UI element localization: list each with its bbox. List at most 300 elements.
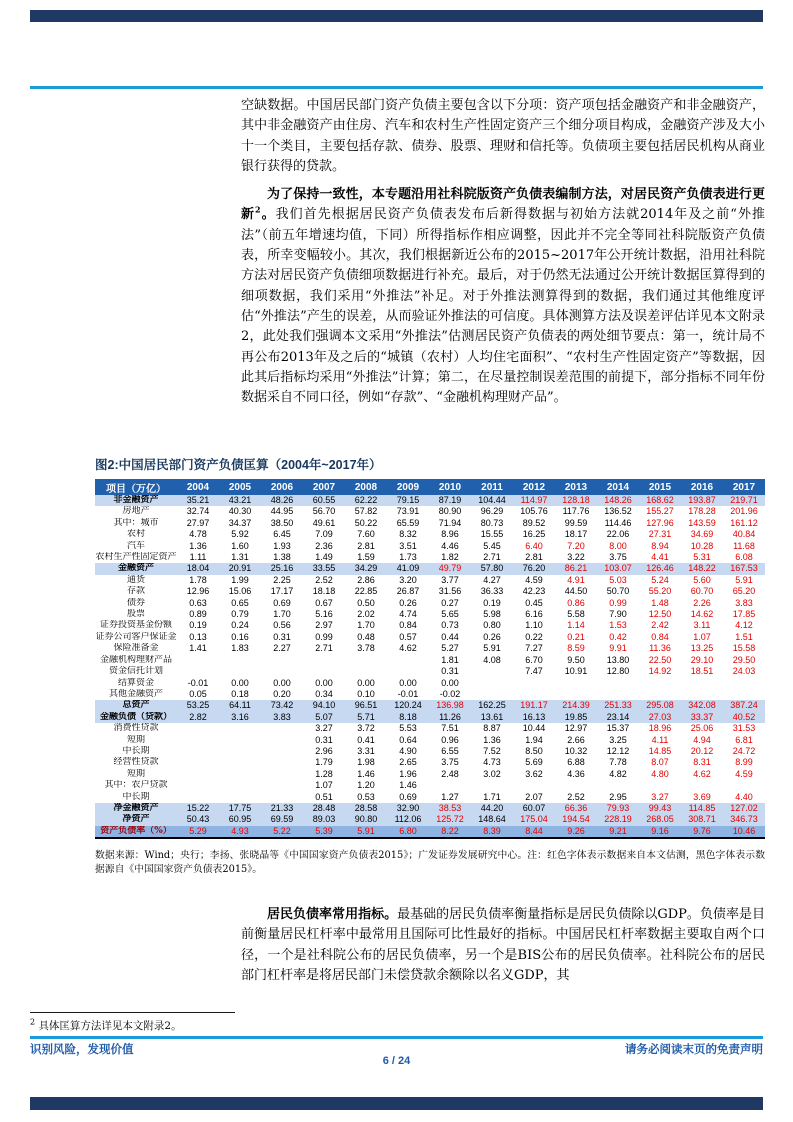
table-cell: 29.50 xyxy=(732,654,756,665)
table-cell: 1.98 xyxy=(357,757,375,768)
row-label: 存款 xyxy=(126,586,145,597)
table-cell: 0.22 xyxy=(525,631,543,642)
table-cell: 32.90 xyxy=(387,803,429,814)
table-cell: 1.70 xyxy=(273,609,291,620)
row-label: 净资产 xyxy=(95,814,177,825)
table-cell: 5.07 xyxy=(303,712,345,723)
table-cell xyxy=(513,689,555,700)
year-column-header: 2012 xyxy=(513,479,555,495)
table-cell: 0.79 xyxy=(231,609,249,620)
table-cell: 1.31 xyxy=(231,552,249,563)
table-row xyxy=(95,792,765,803)
table-cell: 99.43 xyxy=(639,803,681,814)
table-cell: 5.39 xyxy=(303,826,345,838)
table-cell: 1.78 xyxy=(189,574,207,585)
table-cell: 87.19 xyxy=(429,495,471,506)
year-column-header: 2008 xyxy=(345,479,387,495)
table-cell: 76.20 xyxy=(513,563,555,574)
table-cell: 0.80 xyxy=(483,620,501,631)
table-cell: 2.71 xyxy=(483,552,501,563)
table-cell: 8.22 xyxy=(429,826,471,838)
table-cell: 308.71 xyxy=(681,814,723,825)
table-cell: 2.95 xyxy=(609,791,627,802)
table-cell: 2.48 xyxy=(441,768,459,779)
bottom-navy-bar xyxy=(30,1097,763,1110)
table-cell: 9.16 xyxy=(639,826,681,838)
table-cell: 94.10 xyxy=(303,700,345,711)
table-cell: 44.20 xyxy=(471,803,513,814)
table-cell: 191.17 xyxy=(513,700,555,711)
table-cell: 50.43 xyxy=(177,814,219,825)
bold-lead-end: 。 xyxy=(260,207,276,223)
table-cell: 8.99 xyxy=(735,757,753,768)
table-cell: 1.53 xyxy=(609,620,627,631)
table-cell xyxy=(723,689,765,700)
row-label: 净金融资产 xyxy=(95,803,177,814)
table-cell xyxy=(387,666,429,677)
table-cell: 3.27 xyxy=(315,723,333,734)
table-cell: 0.18 xyxy=(231,688,249,699)
table-row xyxy=(95,643,765,654)
table-cell: 0.96 xyxy=(441,734,459,745)
table-row xyxy=(95,495,765,506)
table-cell: 3.22 xyxy=(567,552,585,563)
table-cell: 4.36 xyxy=(567,768,585,779)
table-row xyxy=(95,620,765,631)
table-cell: 6.40 xyxy=(525,540,543,551)
table-cell: 148.26 xyxy=(597,495,639,506)
table-row xyxy=(95,712,765,723)
table-header xyxy=(95,479,765,495)
item-column-header: 项目（万亿） xyxy=(95,479,177,495)
footnote-ref-superscript: 2 xyxy=(255,205,261,216)
table-cell: 0.19 xyxy=(189,620,207,631)
table-cell: 5.60 xyxy=(693,574,711,585)
table-cell: 0.84 xyxy=(399,620,417,631)
table-cell: 0.26 xyxy=(483,631,501,642)
table-cell: 22.50 xyxy=(648,654,672,665)
table-cell: 0.53 xyxy=(357,791,375,802)
table-row xyxy=(95,575,765,586)
table-row xyxy=(95,735,765,746)
table-cell: 79.93 xyxy=(597,803,639,814)
row-label: 金融资产 xyxy=(95,563,177,574)
table-cell xyxy=(471,666,513,677)
table-cell: 23.14 xyxy=(597,712,639,723)
row-label: 农村生产性固定资产 xyxy=(95,552,177,563)
table-cell xyxy=(261,780,303,791)
table-cell: 11.36 xyxy=(649,643,671,654)
table-cell: 40.84 xyxy=(732,529,756,540)
row-label: 汽车 xyxy=(126,540,145,551)
table-cell: 3.20 xyxy=(399,574,417,585)
paragraph-indicators xyxy=(241,905,765,986)
table-cell: 0.31 xyxy=(441,666,459,677)
table-cell xyxy=(471,678,513,689)
table-cell: 18.04 xyxy=(177,563,219,574)
table-cell: 14.92 xyxy=(648,666,672,677)
table-cell: 1.82 xyxy=(441,552,459,563)
table-cell xyxy=(219,655,261,666)
table-cell xyxy=(261,723,303,734)
figure-2 xyxy=(95,455,765,876)
table-cell: 6.81 xyxy=(735,734,753,745)
table-cell xyxy=(219,746,261,757)
table-cell: 62.22 xyxy=(345,495,387,506)
table-cell xyxy=(219,735,261,746)
table-cell xyxy=(639,689,681,700)
table-cell: 16.13 xyxy=(513,712,555,723)
table-cell: -0.02 xyxy=(439,688,461,699)
table-cell: 12.80 xyxy=(606,666,630,677)
bold-lead: 为了保持一致性，本专题沿用社科院版资产负债表编制方法，对居民资产负债表进行更新 xyxy=(241,187,765,223)
table-cell: 64.11 xyxy=(219,700,261,711)
table-cell xyxy=(177,757,219,768)
table-cell xyxy=(681,689,723,700)
paragraph-methodology xyxy=(241,185,765,408)
table-cell xyxy=(177,746,219,757)
row-label: 短期 xyxy=(126,734,145,745)
table-cell: 40.30 xyxy=(228,506,252,517)
table-cell: 10.32 xyxy=(564,745,588,756)
table-cell: 0.00 xyxy=(399,677,417,688)
table-cell: 8.44 xyxy=(513,826,555,838)
table-cell: 20.12 xyxy=(690,745,714,756)
table-cell: 0.31 xyxy=(273,631,291,642)
table-cell xyxy=(723,780,765,791)
table-cell: 49.79 xyxy=(429,563,471,574)
table-cell: 0.41 xyxy=(357,734,375,745)
year-column-header: 2011 xyxy=(471,479,513,495)
table-cell xyxy=(471,689,513,700)
table-row xyxy=(95,746,765,757)
table-cell: 5.22 xyxy=(261,826,303,838)
table-cell xyxy=(303,666,345,677)
table-cell: 6.80 xyxy=(387,826,429,838)
table-cell: 0.51 xyxy=(315,791,333,802)
table-cell: 5.03 xyxy=(609,574,627,585)
table-cell: 80.73 xyxy=(480,517,504,528)
table-cell: 15.37 xyxy=(606,723,630,734)
table-cell: 15.06 xyxy=(228,586,252,597)
table-cell: 7.27 xyxy=(525,643,543,654)
table-cell: 2.27 xyxy=(273,643,291,654)
table-cell: 57.82 xyxy=(354,506,378,517)
table-cell: 69.59 xyxy=(261,814,303,825)
table-cell: 89.52 xyxy=(522,517,546,528)
table-cell xyxy=(261,655,303,666)
table-cell: 167.53 xyxy=(723,563,765,574)
table-cell: 44.95 xyxy=(270,506,294,517)
table-cell: 12.97 xyxy=(564,723,588,734)
table-row xyxy=(95,803,765,814)
table-cell: 11.68 xyxy=(733,540,755,551)
footer-disclaimer-notice: 请务必阅读末页的免责声明 xyxy=(625,1044,763,1056)
table-cell: 5.98 xyxy=(483,609,501,620)
table-cell: 4.27 xyxy=(483,574,501,585)
table-cell: 12.12 xyxy=(606,745,630,756)
row-label: 通货 xyxy=(126,574,145,585)
table-row xyxy=(95,826,765,838)
table-cell xyxy=(219,769,261,780)
row-label: 消费性贷款 xyxy=(113,723,159,734)
table-cell: 2.52 xyxy=(567,791,585,802)
table-cell: 7.47 xyxy=(525,666,543,677)
table-cell: 5.71 xyxy=(345,712,387,723)
table-cell: 1.10 xyxy=(525,620,543,631)
table-cell: 2.86 xyxy=(357,574,375,585)
table-cell: 5.91 xyxy=(345,826,387,838)
table-cell: 5.91 xyxy=(483,643,501,654)
table-cell: 7.09 xyxy=(315,529,333,540)
table-cell: 17.75 xyxy=(219,803,261,814)
year-column-header: 2004 xyxy=(177,479,219,495)
table-cell: 0.31 xyxy=(315,734,333,745)
row-label: 其中：农户贷款 xyxy=(104,780,168,791)
table-cell: 2.42 xyxy=(651,620,669,631)
table-cell: 0.65 xyxy=(231,597,249,608)
table-cell: 6.08 xyxy=(735,552,753,563)
table-cell: 0.20 xyxy=(273,688,291,699)
year-column-header: 2006 xyxy=(261,479,303,495)
table-cell: 6.55 xyxy=(441,745,459,756)
table-cell: 251.33 xyxy=(597,700,639,711)
table-cell xyxy=(429,780,471,791)
table-cell: 28.48 xyxy=(303,803,345,814)
table-cell: 33.37 xyxy=(681,712,723,723)
table-row xyxy=(95,529,765,540)
table-cell: 117.76 xyxy=(562,506,590,517)
table-cell: 3.83 xyxy=(735,597,753,608)
table-cell: 50.70 xyxy=(606,586,630,597)
table-cell: 11.26 xyxy=(429,712,471,723)
table-cell: 194.54 xyxy=(555,814,597,825)
table-cell: 1.94 xyxy=(525,734,543,745)
table-cell: 136.52 xyxy=(604,506,632,517)
year-column-header: 2009 xyxy=(387,479,429,495)
table-cell: 31.53 xyxy=(732,723,756,734)
table-cell: 4.11 xyxy=(651,734,669,745)
table-cell: 1.36 xyxy=(189,540,207,551)
table-cell: 18.17 xyxy=(564,529,588,540)
table-cell: 0.56 xyxy=(273,620,291,631)
table-cell: 1.73 xyxy=(399,552,417,563)
table-cell: 9.26 xyxy=(555,826,597,838)
table-cell: 27.97 xyxy=(186,517,210,528)
table-cell: 24.72 xyxy=(732,745,756,756)
table-cell: 8.00 xyxy=(609,540,627,551)
table-cell: 7.51 xyxy=(441,723,459,734)
table-cell: 14.62 xyxy=(690,609,714,620)
table-row xyxy=(95,563,765,574)
table-cell: 219.71 xyxy=(723,495,765,506)
table-cell: 8.50 xyxy=(525,745,543,756)
table-cell: 0.00 xyxy=(357,677,375,688)
footer-slogan: 识别风险，发现价值 xyxy=(30,1044,134,1056)
table-cell: 112.06 xyxy=(387,814,429,825)
table-cell: 5.45 xyxy=(483,540,501,551)
table-cell xyxy=(555,689,597,700)
table-cell: 4.94 xyxy=(693,734,711,745)
table-cell xyxy=(177,655,219,666)
year-column-header: 2007 xyxy=(303,479,345,495)
row-label: 债券 xyxy=(126,597,145,608)
table-cell: 6.45 xyxy=(273,529,291,540)
table-cell: 21.33 xyxy=(261,803,303,814)
table-cell: 0.24 xyxy=(231,620,249,631)
table-cell: 8.31 xyxy=(693,757,711,768)
table-cell: 0.00 xyxy=(273,677,291,688)
table-cell: 34.37 xyxy=(228,517,252,528)
table-cell: 16.25 xyxy=(522,529,546,540)
table-cell xyxy=(513,780,555,791)
table-cell: 33.55 xyxy=(303,563,345,574)
table-cell: 34.69 xyxy=(690,529,714,540)
page-number: 6 / 24 xyxy=(382,1055,411,1067)
row-label: 证券投资基金份额 xyxy=(99,620,172,631)
table-cell: 2.52 xyxy=(315,574,333,585)
table-cell: 0.16 xyxy=(231,631,249,642)
row-label: 金融机构理财产品 xyxy=(99,654,172,665)
table-cell: 0.13 xyxy=(189,631,207,642)
table-cell: 4.08 xyxy=(483,654,501,665)
table-cell xyxy=(471,780,513,791)
table-cell: 38.53 xyxy=(429,803,471,814)
table-cell: 1.93 xyxy=(273,540,291,551)
table-cell xyxy=(681,678,723,689)
table-row xyxy=(95,780,765,791)
balance-sheet-table xyxy=(95,479,765,839)
top-navy-bar xyxy=(30,10,763,22)
table-cell: 1.07 xyxy=(315,780,333,791)
year-column-header: 2010 xyxy=(429,479,471,495)
table-cell: 15.58 xyxy=(732,643,756,654)
table-cell: 0.10 xyxy=(357,688,375,699)
table-cell xyxy=(261,746,303,757)
table-cell xyxy=(723,678,765,689)
table-cell: 1.48 xyxy=(651,597,669,608)
table-cell: 5.69 xyxy=(525,757,543,768)
table-row xyxy=(95,586,765,597)
row-label: 保险准备金 xyxy=(113,643,159,654)
row-label: 股票 xyxy=(126,609,145,620)
row-label: 非金融资产 xyxy=(95,495,177,506)
table-cell: 201.96 xyxy=(730,506,758,517)
table-cell: 295.08 xyxy=(639,700,681,711)
table-row xyxy=(95,814,765,825)
table-cell: 60.55 xyxy=(303,495,345,506)
row-label: 结算资金 xyxy=(117,677,154,688)
row-label: 其中：城市 xyxy=(113,517,159,528)
table-cell: 3.72 xyxy=(357,723,375,734)
table-cell: 2.97 xyxy=(315,620,333,631)
table-cell: 1.27 xyxy=(441,791,459,802)
table-cell: 4.80 xyxy=(651,768,669,779)
footnote-number: 2 xyxy=(30,1017,36,1027)
table-cell: 136.98 xyxy=(429,700,471,711)
table-cell xyxy=(219,780,261,791)
table-cell: 105.76 xyxy=(520,506,548,517)
table-cell: 8.32 xyxy=(399,529,417,540)
header-divider-line xyxy=(30,86,763,89)
row-label: 资产负债率（%） xyxy=(95,826,177,838)
row-label: 其他金融资产 xyxy=(108,688,163,699)
table-cell: 44.50 xyxy=(564,586,588,597)
table-cell: 0.64 xyxy=(399,734,417,745)
table-cell: 3.78 xyxy=(357,643,375,654)
table-cell: 10.91 xyxy=(564,666,588,677)
table-cell: 1.79 xyxy=(315,757,333,768)
table-cell: 57.80 xyxy=(471,563,513,574)
table-cell: 0.48 xyxy=(357,631,375,642)
footnote-separator-line xyxy=(30,1012,235,1013)
table-cell: 126.46 xyxy=(639,563,681,574)
table-cell: 8.39 xyxy=(471,826,513,838)
table-cell: 0.57 xyxy=(399,631,417,642)
table-cell: 49.61 xyxy=(312,517,336,528)
table-cell xyxy=(387,655,429,666)
table-cell xyxy=(345,666,387,677)
table-row xyxy=(95,541,765,552)
table-cell: 36.33 xyxy=(480,586,504,597)
table-row xyxy=(95,666,765,677)
row-label: 证券公司客户保证金 xyxy=(95,631,177,642)
table-header-row xyxy=(95,479,765,495)
table-cell: 13.80 xyxy=(606,654,630,665)
table-cell: 9.21 xyxy=(597,826,639,838)
table-cell: 40.52 xyxy=(723,712,765,723)
table-cell: 1.41 xyxy=(189,643,207,654)
table-cell: 6.88 xyxy=(567,757,585,768)
table-cell: 0.44 xyxy=(441,631,459,642)
table-cell: 4.93 xyxy=(219,826,261,838)
table-cell: 56.70 xyxy=(312,506,336,517)
table-cell: 5.58 xyxy=(567,609,585,620)
table-cell: 15.55 xyxy=(480,529,504,540)
table-cell: 8.07 xyxy=(651,757,669,768)
table-cell: 2.81 xyxy=(357,540,375,551)
table-cell: 10.46 xyxy=(723,826,765,838)
table-cell: 3.31 xyxy=(357,745,375,756)
table-cell: 12.96 xyxy=(186,586,210,597)
table-cell: 2.96 xyxy=(315,745,333,756)
table-cell: 28.58 xyxy=(345,803,387,814)
table-row xyxy=(95,598,765,609)
table-cell: 0.86 xyxy=(567,597,585,608)
table-cell xyxy=(261,666,303,677)
table-cell: 2.65 xyxy=(399,757,417,768)
table-cell: 143.59 xyxy=(688,517,716,528)
table-cell: 66.36 xyxy=(555,803,597,814)
table-cell: 3.51 xyxy=(399,540,417,551)
table-cell: 55.20 xyxy=(648,586,672,597)
table-cell xyxy=(219,792,261,803)
footnote xyxy=(30,1018,182,1033)
table-cell: 27.31 xyxy=(648,529,672,540)
table-cell xyxy=(555,780,597,791)
table-cell: 18.51 xyxy=(690,666,714,677)
table-cell: 5.91 xyxy=(735,574,753,585)
table-cell: 1.70 xyxy=(357,620,375,631)
table-cell: 178.28 xyxy=(688,506,716,517)
table-cell xyxy=(639,678,681,689)
figure-title: 图2:中国居民部门资产负债匡算（2004年~2017年） xyxy=(95,458,382,472)
table-cell: 8.96 xyxy=(441,529,459,540)
table-cell: 120.24 xyxy=(387,700,429,711)
table-cell: 1.46 xyxy=(357,768,375,779)
table-cell: 22.85 xyxy=(354,586,378,597)
table-cell: 96.29 xyxy=(480,506,504,517)
